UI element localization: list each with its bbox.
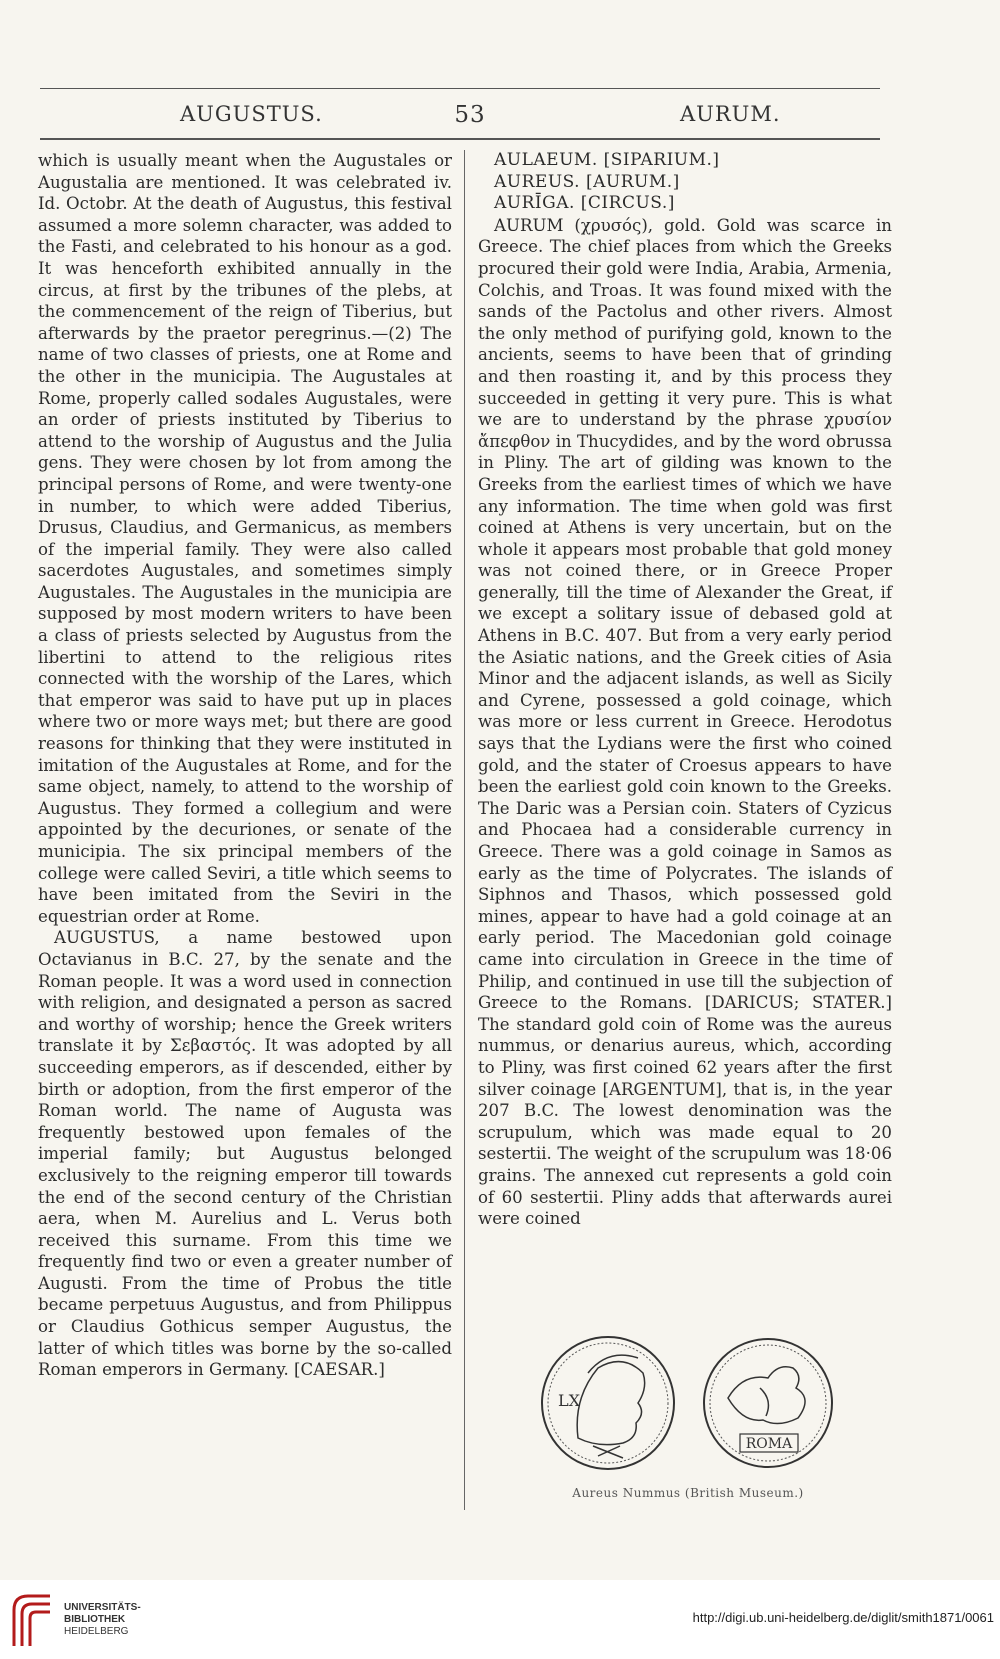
- running-header: [40, 102, 880, 132]
- left-column: [38, 150, 452, 1381]
- header-rule: [40, 138, 880, 140]
- library-line-3: HEIDELBERG: [64, 1626, 129, 1637]
- digitization-footer: [0, 1580, 1000, 1659]
- library-line-1: UNIVERSITÄTS-: [64, 1602, 141, 1613]
- entry-aulaeum: AULAEUM. [SIPARIUM.]: [494, 150, 720, 170]
- augustales-paragraph: which is usually meant when the Augustales or Augustalia are mentioned. It was celebrated iv. Id. Octobr. At the death of Augustus, this festival assumed a more solemn character, was added to the Fasti, and celebrated to his honour as a god. It was henceforth exhibited annually in the circus, at first by the tribunes of the plebs, at the commencement of the reign of Tiberius, but afterwards by the praetor peregrinus.—(2) The name of two classes of priests, one at Rome and the other in the municipia. The Augustales at Rome, properly called sodales Augustales, were an order of priests instituted by Tiberius to attend to the worship of Augustus and the Julia gens. They were chosen by lot from among the principal persons of Rome, and were twenty-one in number, to which were added Tiberius, Drusus, Claudius, and Germanicus, as members of the imperial family. They were also called sacerdotes Augustales, and sometimes simply Augustales. The Augustales in the municipia are supposed by most modern writers to have been a class of priests selected by Augustus from the libertini to attend to the religious rites connected with the worship of the Lares, which that emperor was said to have put up in places where two or more ways met; but there are good reasons for thinking that they were instituted in imitation of the Augustales at Rome, and for the same object, namely, to attend to the worship of Augustus. They formed a collegium and were appointed by the decuriones, or senate of the municipia. The six principal members of the college were called Seviri, a title which seems to have been imitated from the Seviri in the equestrian order at Rome.: [38, 151, 452, 926]
- source-url[interactable]: http://digi.ub.uni-heidelberg.de/diglit/smith1871/0061: [692, 1610, 994, 1625]
- entry-aureus: AUREUS. [AURUM.]: [494, 171, 680, 192]
- coin-obverse: [542, 1337, 674, 1469]
- header-right-title: AURUM.: [680, 102, 781, 126]
- right-column: [478, 150, 892, 1230]
- coin-illustration: [528, 1328, 848, 1478]
- library-line-2: BIBLIOTHEK: [64, 1614, 126, 1625]
- figure-caption: Aureus Nummus (British Museum.): [572, 1486, 804, 1500]
- svg-text:LX: LX: [558, 1391, 581, 1410]
- entry-auriga: AURĪGA. [CIRCUS.]: [494, 193, 675, 214]
- top-rule: [40, 88, 880, 89]
- library-logo-icon: [10, 1590, 58, 1650]
- library-name: [64, 1602, 141, 1638]
- augustus-entry: AUGUSTUS, a name bestowed upon Octavianus in B.C. 27, by the senate and the Roman people. It was a word used in connection with religion, and designated a person as sacred and worthy of worship; hence the Greek writers translate it by Σεβαστός. It was adopted by all succeeding emperors, as if descended, either by birth or adoption, from the first emperor of the Roman world. The name of Augusta was frequently bestowed upon females of the imperial family; but Augustus belonged exclusively to the reigning emperor till towards the end of the second century of the Christian aera, when M. Aurelius and L. Verus both received this surname. From this time we frequently find two or even a greater number of Augusti. From the time of Probus the title became perpetuus Augustus, and from Philippus or Claudius Gothicus semper Augustus, the latter of which titles was borne by the so-called Roman emperors in Germany. [CAESAR.]: [38, 928, 452, 1380]
- coin-legend: ROMA: [745, 1436, 793, 1452]
- page-number: 53: [454, 102, 486, 128]
- column-divider: [464, 150, 465, 1510]
- header-left-title: AUGUSTUS.: [180, 102, 323, 126]
- coin-reverse: [704, 1339, 832, 1467]
- aurum-entry: AURUM (χρυσός), gold. Gold was scarce in Greece. The chief places from which the Greeks procured their gold were India, Arabia, Armenia, Colchis, and Troas. It was found mixed with the sands of the Pactolus and other rivers. Almost the only method of purifying gold, known to the ancients, seems to have been that of grinding and then roasting it, and by this process they succeeded in getting it very pure. This is what we are to understand by the phrase χρυσίον ἄπεφθον in Thucydides, and by the word obrussa in Pliny. The art of gilding was known to the Greeks from the earliest times of which we have any information. The time when gold was first coined at Athens is very uncertain, but on the whole it appears most probable that gold money was not coined there, or in Greece Proper generally, till the time of Alexander the Great, if we except a solitary issue of debased gold at Athens in B.C. 407. But from a very early period the Asiatic nations, and the Greek cities of Asia Minor and the adjacent islands, as well as Sicily and Cyrene, possessed a gold coinage, which was more or less current in Greece. Herodotus says that the Lydians were the first who coined gold, and the stater of Croesus appears to have been the earliest gold coin known to the Greeks. The Daric was a Persian coin. Staters of Cyzicus and Phocaea had a considerable currency in Greece. There was a gold coinage in Samos as early as the time of Polycrates. The islands of Siphnos and Thasos, which possessed gold mines, appear to have had a gold coinage at an early period. The Macedonian gold coinage came into circulation in Greece in the time of Philip, and continued in use till the subjection of Greece to the Romans. [DARICUS; STATER.] The standard gold coin of Rome was the aureus nummus, or denarius aureus, which, according to Pliny, was first coined 62 years after the first silver coinage [ARGENTUM], that is, in the year 207 B.C. The lowest denomination was the scrupulum, which was made equal to 20 sestertii. The weight of the scrupulum was 18·06 grains. The annexed cut represents a gold coin of 60 sestertii. Pliny adds that afterwards aurei were coined: [478, 215, 892, 1229]
